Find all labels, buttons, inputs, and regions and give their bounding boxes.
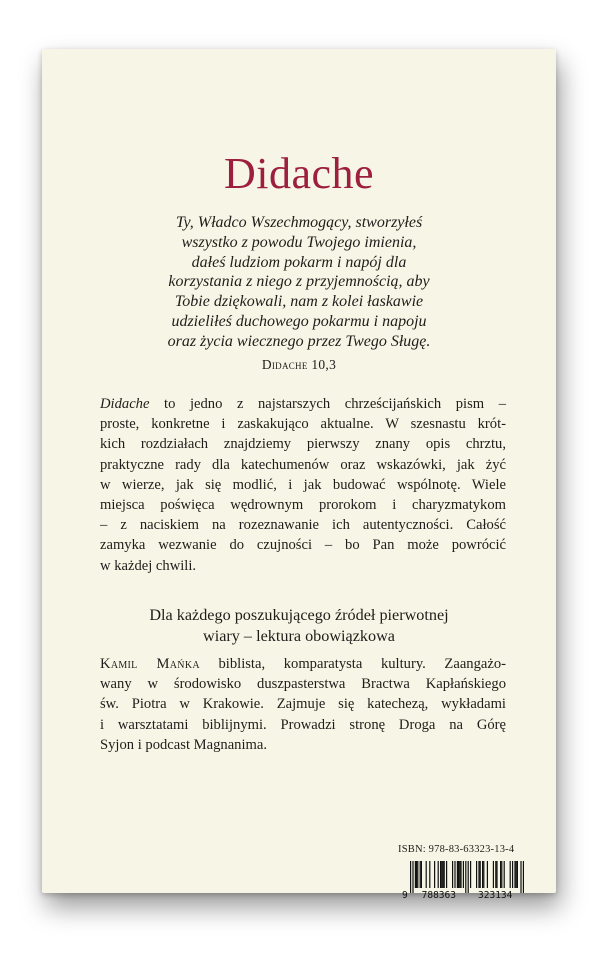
barcode-graphic	[401, 861, 533, 899]
barcode-bar	[463, 861, 464, 888]
tagline-line: wiary – lektura obowiązkowa	[203, 627, 395, 645]
description-line: proste, konkretne i zaskakująco aktualne. W szesnastu krót-	[100, 416, 506, 433]
barcode-bar	[452, 861, 453, 888]
barcode-digits: 788363	[421, 890, 456, 899]
barcode-bar	[410, 861, 411, 893]
barcode-bar	[442, 861, 443, 888]
barcode-bar	[415, 861, 416, 888]
book-title: Didache	[223, 149, 375, 198]
bio-line: wany w środowisko duszpasterstwa Bractwa Kapłańskiego	[100, 676, 506, 693]
barcode-bar	[487, 861, 488, 888]
quote-line: Tobie dziękowali, nam z kolei łaskawie	[174, 293, 424, 311]
barcode-bar	[470, 861, 471, 888]
isbn-label: ISBN: 978-83-63323-13-4	[398, 844, 515, 855]
barcode-bar	[434, 861, 435, 888]
description-line: – z naciskiem na rozeznawanie ich autentyczności. Całość	[100, 517, 506, 534]
barcode-bar	[458, 861, 459, 888]
barcode-bar	[501, 861, 502, 888]
bio-line	[100, 654, 506, 674]
barcode-bar	[468, 861, 469, 893]
barcode-bar	[412, 861, 413, 893]
barcode-bar	[440, 861, 441, 888]
quote-source: Didache 10,3	[261, 357, 337, 372]
barcode-bar	[482, 861, 483, 888]
barcode-bar	[465, 861, 466, 893]
barcode-bar	[523, 861, 524, 893]
tagline-line: Dla każdego poszukującego źródeł pierwotnej	[149, 606, 449, 624]
barcode-bar	[454, 861, 455, 888]
barcode-bar	[516, 861, 517, 888]
bio-first-rest: biblista, komparatysta kultury. Zaangażo-	[199, 656, 506, 672]
barcode-bar	[460, 861, 461, 888]
description-line: kich rozdziałach znajdziemy pierwszy znany opis chrztu,	[100, 436, 506, 453]
barcode-bar	[441, 861, 442, 888]
quote-line: oraz życia wiecznego przez Twego Sługę.	[167, 332, 431, 350]
barcode-bar	[496, 861, 497, 888]
description-line: miejsca poświęca wędrownym prorokom i charyzmatykom	[100, 497, 506, 514]
barcode-bar	[478, 861, 479, 888]
book-description	[100, 394, 506, 576]
barcode-bar	[459, 861, 460, 888]
barcode-bar	[483, 861, 484, 888]
barcode-bar	[517, 861, 518, 888]
book-back-cover	[42, 49, 556, 899]
barcode-bar	[457, 861, 458, 888]
epigraph-quote	[42, 213, 556, 352]
barcode-bar	[416, 861, 417, 888]
bio-line: Syjon i podcast Magnanima.	[100, 736, 267, 753]
bio-line: św. Piotra w Krakowie. Zajmuje się katechezą, wykładami	[100, 696, 506, 713]
barcode-bar	[512, 861, 513, 888]
barcode-bar	[446, 861, 447, 888]
author-bio	[100, 654, 506, 755]
description-line: praktyczne rady dla katechumenów oraz wskazówki, jak żyć	[100, 456, 506, 473]
description-title-italic: Didache	[100, 396, 150, 412]
barcode-digits: 323134	[478, 890, 513, 899]
quote-line: udzieliłeś duchowego pokarmu i napoju	[171, 312, 427, 330]
description-line: w każdej chwili.	[100, 557, 197, 574]
tagline	[42, 605, 556, 647]
barcode-bar	[493, 861, 494, 888]
quote-line: dałeś ludziom pokarm i napój dla	[191, 253, 407, 271]
barcode-bar	[417, 861, 418, 888]
barcode-bar	[420, 861, 421, 888]
barcode-digits: 9	[402, 890, 408, 899]
quote-line: wszystko z powodu Twojego imienia,	[181, 233, 417, 251]
barcode-bar	[444, 861, 445, 888]
barcode-bar	[510, 861, 511, 888]
author-name: Kamil Mańka	[100, 656, 200, 672]
barcode-bar	[504, 861, 505, 888]
description-line: zamyka wezwanie do czujności – bo Pan może powrócić	[100, 537, 506, 554]
barcode-bar	[476, 861, 477, 888]
barcode-bar	[480, 861, 481, 888]
barcode-bar	[426, 861, 427, 888]
barcode-bar	[520, 861, 521, 893]
isbn-barcode	[401, 861, 533, 899]
quote-line: korzystania z niego z przyjemnością, aby	[168, 273, 430, 291]
barcode-bar	[514, 861, 515, 888]
barcode-bar	[429, 861, 430, 888]
description-line	[100, 394, 506, 414]
quote-line: Ty, Władco Wszechmogący, stworzyłeś	[175, 214, 423, 231]
barcode-bar	[438, 861, 439, 888]
barcode-bar	[500, 861, 501, 888]
barcode-bar	[421, 861, 422, 888]
description-line: w wierze, jak się modlić, i jak budować wspólnotę. Wiele	[100, 476, 506, 493]
description-first-rest: to jedno z najstarszych chrześcijańskich pism –	[149, 396, 506, 412]
bio-line: i warsztatami biblijnymi. Prowadzi stronę Droga na Górę	[100, 716, 506, 733]
barcode-bar	[495, 861, 496, 888]
